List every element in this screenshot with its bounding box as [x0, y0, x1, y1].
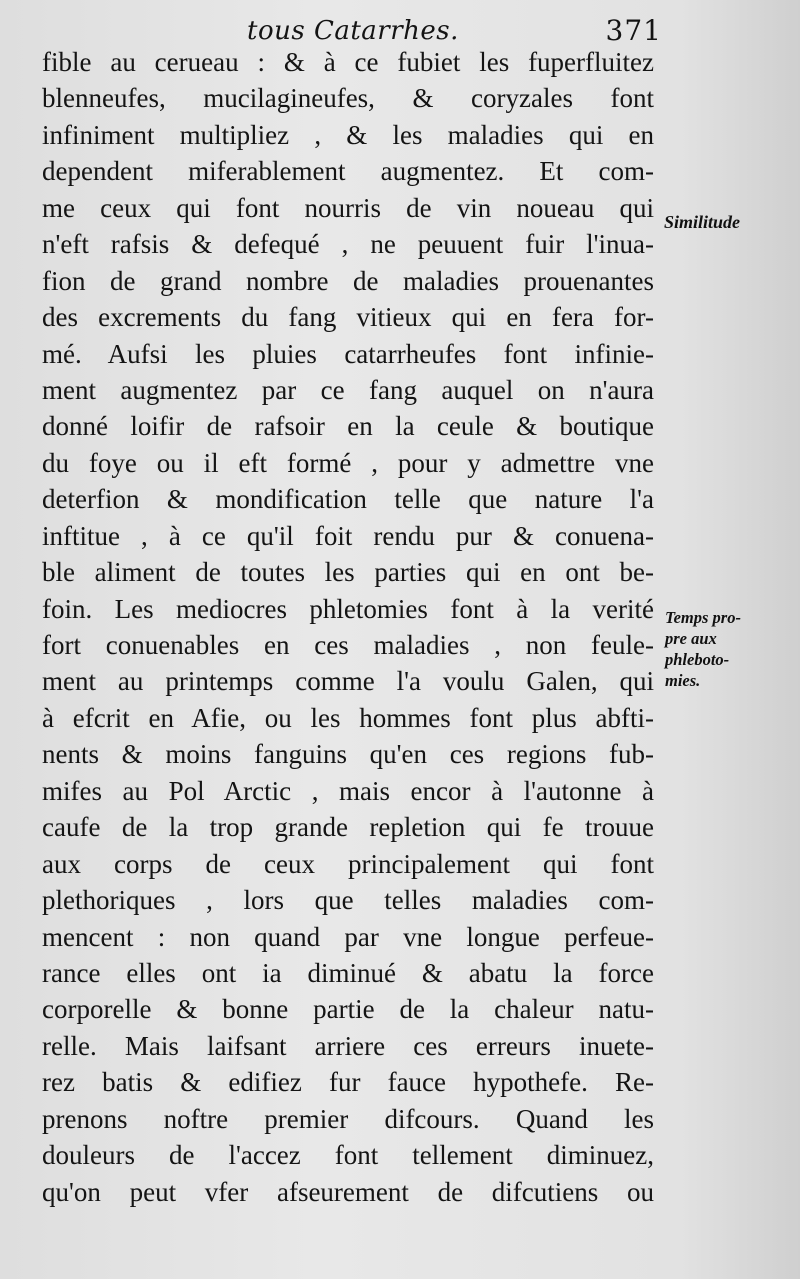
text-line: infiniment multipliez , & les maladies qui en — [42, 119, 654, 150]
text-line: ment augmentez par ce fang auquel on n'aura — [42, 374, 654, 405]
text-line: dependent miferablement augmentez. Et com- — [42, 156, 654, 187]
body-text — [42, 44, 654, 1210]
margin-note-line: phleboto- — [665, 650, 730, 669]
text-line: mé. Aufsi les pluies catarrheufes font infinie- — [42, 338, 654, 369]
text-line: à efcrit en Afie, ou les hommes font plus abfti- — [42, 702, 654, 733]
page-header — [42, 8, 662, 46]
text-line: blenneufes, mucilagineufes, & coryzales font — [42, 83, 654, 114]
text-line: donné loifir de rafsoir en la ceule & boutique — [42, 411, 654, 442]
margin-note-line: Similitude — [664, 212, 741, 232]
margin-note-line: pre aux — [665, 629, 717, 648]
text-line: corporelle & bonne partie de la chaleur natu- — [42, 994, 654, 1025]
text-line: inftitue , à ce qu'il foit rendu pur & conuena- — [42, 520, 654, 551]
text-line: mifes au Pol Arctic , mais encor à l'autonne à — [42, 775, 654, 806]
text-line: fion de grand nombre de maladies prouenantes — [42, 265, 654, 296]
text-line: deterfion & mondification telle que nature l'a — [42, 484, 654, 515]
text-line: ment au printemps comme l'a voulu Galen, qui — [42, 666, 654, 697]
text-line: rez batis & edifiez fur fauce hypothefe. Re- — [42, 1067, 654, 1098]
text-line: prenons noftre premier difcours. Quand les — [42, 1103, 654, 1134]
margin-note-similitude — [664, 212, 740, 233]
running-head: tous Catarrhes. — [247, 16, 459, 46]
text-line: du foye ou il eft formé , pour y admettre vne — [42, 447, 654, 478]
text-line: qu'on peut vfer afseurement de difcutiens ou — [42, 1176, 654, 1207]
text-line: fible au cerueau : & à ce fubiet les fuperfluitez — [42, 47, 654, 77]
text-line: plethoriques , lors que telles maladies com- — [42, 885, 654, 916]
text-line: relle. Mais laifsant arriere ces erreurs inuete- — [42, 1030, 654, 1061]
text-line: me ceux qui font nourris de vin noueau qui — [42, 192, 654, 223]
text-line: ble aliment de toutes les parties qui en ont be- — [42, 557, 654, 588]
margin-note-temps-propre — [665, 607, 741, 691]
text-line: foin. Les mediocres phletomies font à la verité — [42, 593, 654, 624]
page-number: 371 — [605, 14, 662, 47]
text-line: des excrements du fang vitieux qui en fera for- — [42, 302, 654, 333]
margin-note-line: mies. — [665, 671, 701, 690]
text-line: aux corps de ceux principalement qui font — [42, 848, 654, 879]
text-line: douleurs de l'accez font tellement diminuez, — [42, 1140, 654, 1171]
text-line: rance elles ont ia diminué & abatu la force — [42, 957, 654, 988]
text-line: caufe de la trop grande repletion qui fe trouue — [42, 812, 654, 843]
margin-note-line: Temps pro- — [665, 608, 741, 627]
text-line: nents & moins fanguins qu'en ces regions fub- — [42, 739, 654, 770]
text-line: n'eft rafsis & defequé , ne peuuent fuir l'inua- — [42, 229, 654, 260]
text-line: fort conuenables en ces maladies , non feule- — [42, 630, 654, 660]
text-line: mencent : non quand par vne longue perfeue- — [42, 921, 654, 952]
